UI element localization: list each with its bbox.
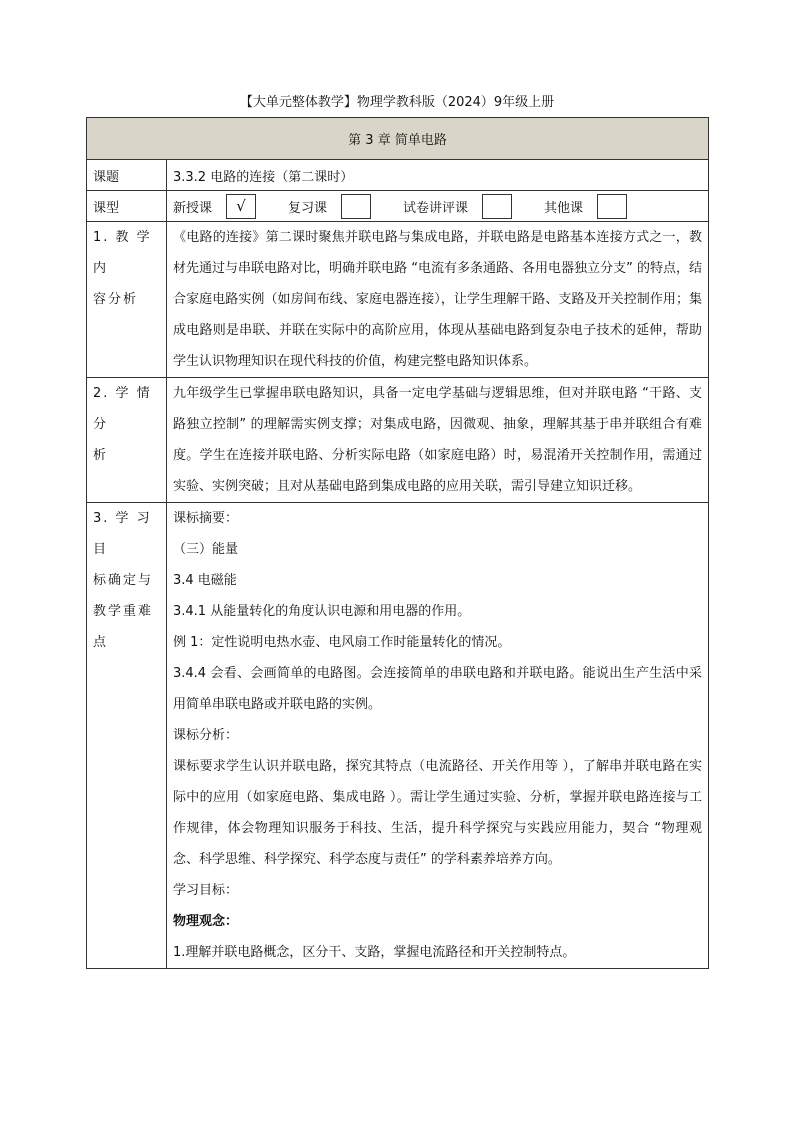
lesson-type-label: 课型: [87, 191, 167, 222]
lesson-type-exam-checkbox[interactable]: [482, 194, 512, 219]
lesson-type-exam-label: 试卷讲评课: [403, 200, 469, 216]
lesson-type-other-label: 其他课: [544, 200, 584, 216]
objectives-line: 物理观念：: [173, 914, 239, 929]
student-analysis-text: 九年级学生已掌握串联电路知识，具备一定电学基础与逻辑思维，但对并联电路 “干路、支路独立控制” 的理解需实例支撑；对集成电路，因微观、抽象，理解其基于串并联组合有难度。学生在连接并联电路、分析实际电路（如家庭电路）时，易混淆开关控制作用，需通过实验、实例突破；且对从基础电路到集成电路的应用关联，需引导建立知识迁移。: [173, 386, 703, 494]
objectives-line: 3.4.1 从能量转化的角度认识电源和用电器的作用。: [173, 604, 471, 619]
lesson-type-row: [87, 191, 709, 222]
student-analysis-label: [87, 378, 167, 503]
objectives-text-cell: [167, 503, 709, 969]
topic-value: 3.3.2 电路的连接（第二课时）: [167, 160, 709, 191]
objectives-line: 3.4 电磁能: [173, 573, 237, 588]
lesson-type-new-checkbox[interactable]: √: [226, 194, 256, 219]
content-analysis-text: 《电路的连接》第二课时聚焦并联电路与集成电路，并联电路是电路基本连接方式之一，教材先通过与串联电路对比，明确并联电路 “电流有多条通路、各用电器独立分支” 的特点，结合家庭电路实例（如房间布线、家庭电器连接），让学生理解干路、支路及开关控制作用；集成电路则是串联、并联在实际中的高阶应用，体现从基础电路到复杂电子技术的延伸，帮助学生认识物理知识在现代科技的价值，构建完整电路知识体系。: [173, 230, 703, 369]
objectives-line: （三）能量: [173, 542, 239, 557]
lesson-type-other-checkbox[interactable]: [597, 194, 627, 219]
content-analysis-label-line: 容分析: [93, 292, 139, 307]
topic-label: 课题: [87, 160, 167, 191]
student-analysis-label-line: 析: [93, 448, 109, 463]
objectives-label-line: 点: [93, 635, 109, 650]
objectives-row: [87, 503, 709, 969]
content-analysis-label: [87, 222, 167, 378]
content-analysis-label-line: 1. 教 学 内: [93, 230, 152, 276]
objectives-line: 课标分析：: [173, 728, 239, 743]
objectives-line: 学习目标：: [173, 883, 239, 898]
content-analysis-row: [87, 222, 709, 378]
lesson-type-review-checkbox[interactable]: [341, 194, 371, 219]
student-analysis-label-line: 2. 学 情 分: [93, 386, 152, 432]
objectives-label-line: 标确定与: [93, 573, 154, 588]
objectives-label-line: 3. 学 习 目: [93, 511, 152, 557]
objectives-line: 课标要求学生认识并联电路，探究其特点（电流路径、开关作用等 ），了解串并联电路在实际中的应用（如家庭电路、集成电路 ）。需让学生通过实验、分析，掌握并联电路连接与工作规律，体会物理知识服务于科技、生活，提升科学探究与实践应用能力，契合 “物理观念、科学思维、科学探究、科学态度与责任” 的学科素养培养方向。: [173, 759, 703, 867]
document-header: 【大单元整体教学】物理学教科版（2024）9年级上册: [239, 95, 555, 110]
lesson-type-review: [288, 194, 371, 219]
lesson-type-new-label: 新授课: [173, 200, 213, 216]
chapter-row: [87, 118, 709, 160]
topic-row: [87, 160, 709, 191]
lesson-type-options: [167, 191, 709, 222]
lesson-type-new: [173, 194, 256, 219]
objectives-line: 1.理解并联电路概念，区分干、支路，掌握电流路径和开关控制特点。: [173, 945, 576, 960]
lesson-type-exam: [403, 194, 512, 219]
objectives-line: 例 1：定性说明电热水壶、电风扇工作时能量转化的情况。: [173, 635, 511, 650]
chapter-title: 第 3 章 简单电路: [87, 118, 709, 160]
student-analysis-row: [87, 378, 709, 503]
student-analysis-text-cell: [167, 378, 709, 503]
objectives-line: 3.4.4 会看、会画简单的电路图。会连接简单的串联电路和并联电路。能说出生产生活中采用简单串联电路或并联电路的实例。: [173, 666, 703, 712]
lesson-type-other: [544, 194, 627, 219]
lesson-type-review-label: 复习课: [288, 200, 328, 216]
objectives-line: 课标摘要：: [173, 511, 239, 526]
objectives-label: [87, 503, 167, 969]
content-analysis-text-cell: [167, 222, 709, 378]
lesson-plan-table: [86, 117, 709, 969]
objectives-label-line: 教学重难: [93, 604, 154, 619]
